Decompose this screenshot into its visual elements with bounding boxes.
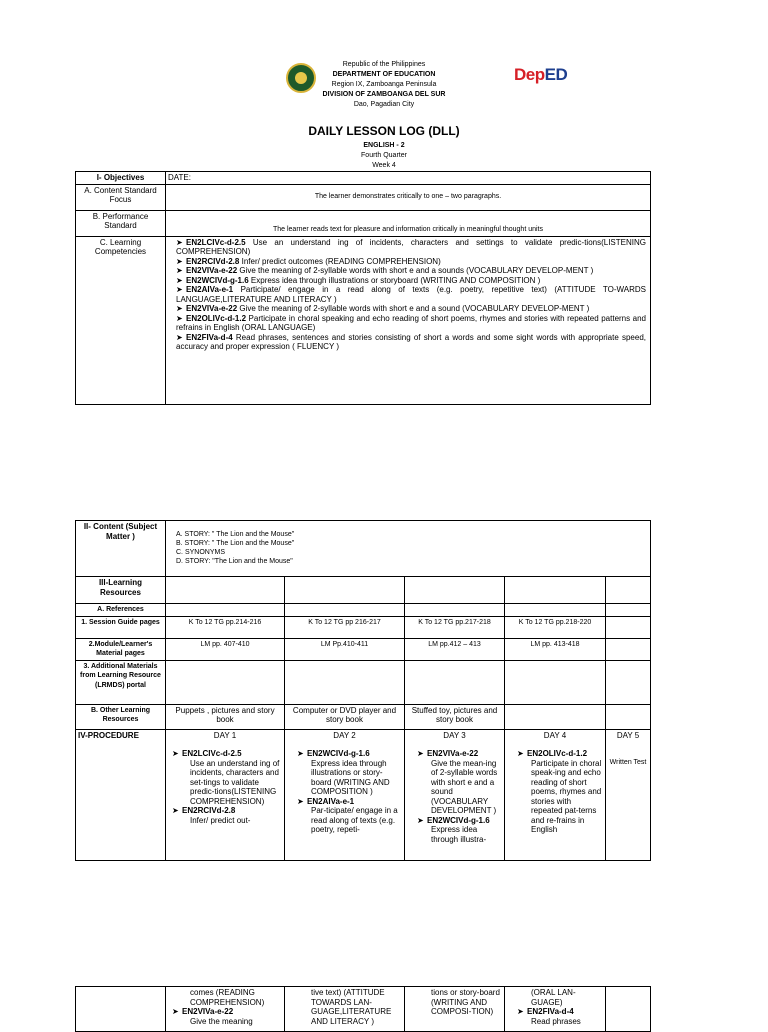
- lesson-table: [75, 520, 651, 861]
- letterhead-line: Dao, Pagadian City: [353, 101, 415, 108]
- day-header: DAY 4: [543, 730, 567, 740]
- procedure-item: ➤ EN2VIVa-e-22: [172, 1007, 234, 1016]
- competencies-list: [166, 236, 651, 404]
- competency-item: ➤ EN2RCIVd-2.8 Infer/ predict outcomes (READING COMPREHENSION): [176, 256, 441, 266]
- module-cell: LM pp. 407-410: [166, 638, 285, 660]
- competency-item: ➤ EN2VIVa-e-22 Give the meaning of 2-syllable words with short e and a sounds (VOCABULARY DEVELOP-MENT ): [176, 266, 594, 275]
- other-resource-cell: [505, 704, 606, 729]
- cont-day2-cell: [285, 987, 405, 1032]
- day-header: DAY 3: [443, 730, 466, 740]
- procedure-text: Use an understand ing of incidents, characters and set-tings to validate predic-tions(LISTENING COMPREHENSION): [190, 758, 280, 806]
- competency-item: ➤ EN2FIVa-d-4 Read phrases, sentences and stories consisting of short a words and some sight words with appropriate speed, accuracy and proper expression ( FLUENCY ): [176, 332, 646, 351]
- cont-day3-cell: [405, 987, 505, 1032]
- procedure-text: Read phrases: [531, 1016, 581, 1026]
- content-standard-label: A. Content Standard Focus: [76, 184, 166, 210]
- procedure-item: ➤ EN2RCIVd-2.8: [172, 806, 236, 815]
- competency-item: ➤ EN2VIVa-e-22 Give the meaning of 2-syllable words with short e and a sound (VOCABULARY DEVELOP-MENT ): [176, 304, 590, 313]
- day3-cell: [405, 729, 505, 860]
- competency-item: ➤ EN2AIVa-e-1 Participate/ engage in a read along of texts (e.g. poetry, repetitive text) (ATTITUDE TO-WARDS LANGUAGE,LITERATURE AND LITERACY ): [176, 285, 646, 304]
- procedure-item: ➤ EN2WCIVd-g-1.6: [297, 749, 370, 758]
- module-cell: LM pp. 413-418: [505, 638, 606, 660]
- content-items: [166, 521, 651, 577]
- procedure-text: tive text) (ATTITUDE TOWARDS LAN-GUAGE,LITERATURE AND LITERACY ): [311, 988, 392, 1026]
- procedure-text: Infer/ predict out-: [190, 815, 251, 825]
- quarter-label: Fourth Quarter: [361, 152, 407, 159]
- day-header: DAY 2: [333, 730, 356, 740]
- procedure-text: Give the meaning: [190, 1016, 253, 1026]
- other-resource-cell: [606, 704, 651, 729]
- procedure-text: Give the mean-ing of 2-syllable words with short e and a sound (VOCABULARY DEVELOPMENT ): [431, 758, 498, 815]
- procedure-item: ➤ EN2LCIVc-d-2.5: [172, 749, 242, 758]
- competency-item: ➤ EN2OLIVc-d-1.2 Participate in choral speaking and echo reading of short poems, rhymes and stories with repeated patterns and refrains in English (ORAL LANGUAGE): [176, 313, 646, 332]
- objectives-label: I- Objectives: [76, 172, 166, 185]
- date-label: DATE:: [166, 172, 651, 185]
- additional-materials-label: 3. Additional Materials from Learning Resource (LRMDS) portal: [76, 660, 166, 704]
- content-standard-text: The learner demonstrates critically to one – two paragraphs.: [166, 184, 651, 210]
- competency-item: ➤ EN2LCIVc-d-2.5 Use an understand ing of incidents, characters and settings to validate predic-tions(LISTENING COMPREHENSION): [176, 237, 646, 256]
- competency-item: ➤ EN2WCIVd-g-1.6 Express idea through illustrations or storyboard (WRITING AND COMPOSITION ): [176, 275, 541, 285]
- module-cell: LM Pp.410-411: [285, 638, 405, 660]
- module-label: 2.Module/Learner's Material pages: [76, 638, 166, 660]
- performance-standard-label: B. Performance Standard: [76, 210, 166, 236]
- day5-cell: [606, 729, 651, 860]
- document-title: DAILY LESSON LOG (DLL): [308, 124, 460, 138]
- procedure-text: Express idea through illustra-: [431, 825, 487, 844]
- module-cell: LM pp.412 – 413: [405, 638, 505, 660]
- cont-day1-cell: [166, 987, 285, 1032]
- other-resource-cell: Stuffed toy, pictures and story book: [405, 704, 505, 729]
- session-guide-cell: [606, 616, 651, 638]
- letterhead: [0, 60, 768, 110]
- letterhead-line: Republic of the Philippines: [342, 61, 426, 68]
- procedure-text: comes (READING COMPREHENSION): [190, 988, 265, 1007]
- day-header: DAY 5: [616, 730, 640, 740]
- session-guide-label: 1. Session Guide pages: [76, 616, 166, 638]
- continuation-table: [75, 986, 651, 1032]
- module-cell: [606, 638, 651, 660]
- letterhead-line: DEPARTMENT OF EDUCATION: [332, 71, 436, 78]
- content-item: B. STORY: " The Lion and the Mouse": [176, 540, 295, 547]
- content-item: A. STORY: " The Lion and the Mouse": [176, 531, 295, 538]
- procedure-item: ➤ EN2WCIVd-g-1.6: [417, 815, 490, 825]
- content-item: D. STORY: "The Lion and the Mouse": [176, 558, 293, 565]
- procedure-text: Express idea through illustrations or story-board (WRITING AND COMPOSITION ): [311, 758, 390, 796]
- day4-cell: [505, 729, 606, 860]
- procedure-item: ➤ EN2OLIVc-d-1.2: [517, 749, 588, 758]
- week-label: Week 4: [372, 162, 396, 169]
- procedure-text: Par-ticipate/ engage in a read along of texts (e.g. poetry, repeti-: [311, 806, 398, 834]
- procedure-text: (ORAL LAN-GUAGE): [531, 988, 576, 1007]
- learning-competencies-label: C. Learning Competencies: [76, 236, 166, 404]
- session-guide-cell: K To 12 TG pp.217-218: [405, 616, 505, 638]
- other-resource-cell: Computer or DVD player and story book: [285, 704, 405, 729]
- procedure-text: Participate in choral speak-ing and echo reading of short poems, rhymes and stories with repeated pat-terns and re-frains in English: [531, 758, 602, 834]
- session-guide-cell: K To 12 TG pp 216-217: [285, 616, 405, 638]
- resources-label: III-Learning Resources: [76, 577, 166, 604]
- other-resources-label: B. Other Learning Resources: [76, 704, 166, 729]
- day2-cell: [285, 729, 405, 860]
- content-item: C. SYNONYMS: [176, 549, 226, 556]
- session-guide-cell: K To 12 TG pp.218-220: [505, 616, 606, 638]
- letterhead-line: Region IX, Zamboanga Peninsula: [331, 81, 437, 88]
- references-label: A. References: [76, 604, 166, 617]
- content-label: II- Content (Subject Matter ): [76, 521, 166, 577]
- subtitle-block: [0, 141, 768, 171]
- day1-cell: [166, 729, 285, 860]
- letterhead-line: DIVISION OF ZAMBOANGA DEL SUR: [322, 91, 446, 98]
- other-resource-cell: Puppets , pictures and story book: [166, 704, 285, 729]
- cont-day4-cell: [505, 987, 606, 1032]
- procedure-text: tions or story-board (WRITING AND COMPOSI-TION): [431, 988, 500, 1016]
- day-header: DAY 1: [213, 730, 237, 740]
- procedure-label: IV-PROCEDURE: [76, 729, 166, 860]
- day5-text: Written Test: [609, 759, 647, 766]
- procedure-item: ➤ EN2VIVa-e-22: [417, 749, 479, 758]
- procedure-item: ➤ EN2AIVa-e-1: [297, 796, 355, 806]
- deped-logo: DepED: [514, 65, 568, 84]
- objectives-table: [75, 171, 651, 405]
- subject-label: ENGLISH - 2: [363, 142, 405, 149]
- session-guide-cell: K To 12 TG pp.214-216: [166, 616, 285, 638]
- performance-standard-text: The learner reads text for pleasure and information critically in meaningful thought units: [166, 210, 651, 236]
- procedure-item: ➤ EN2FIVa-d-4: [517, 1007, 574, 1016]
